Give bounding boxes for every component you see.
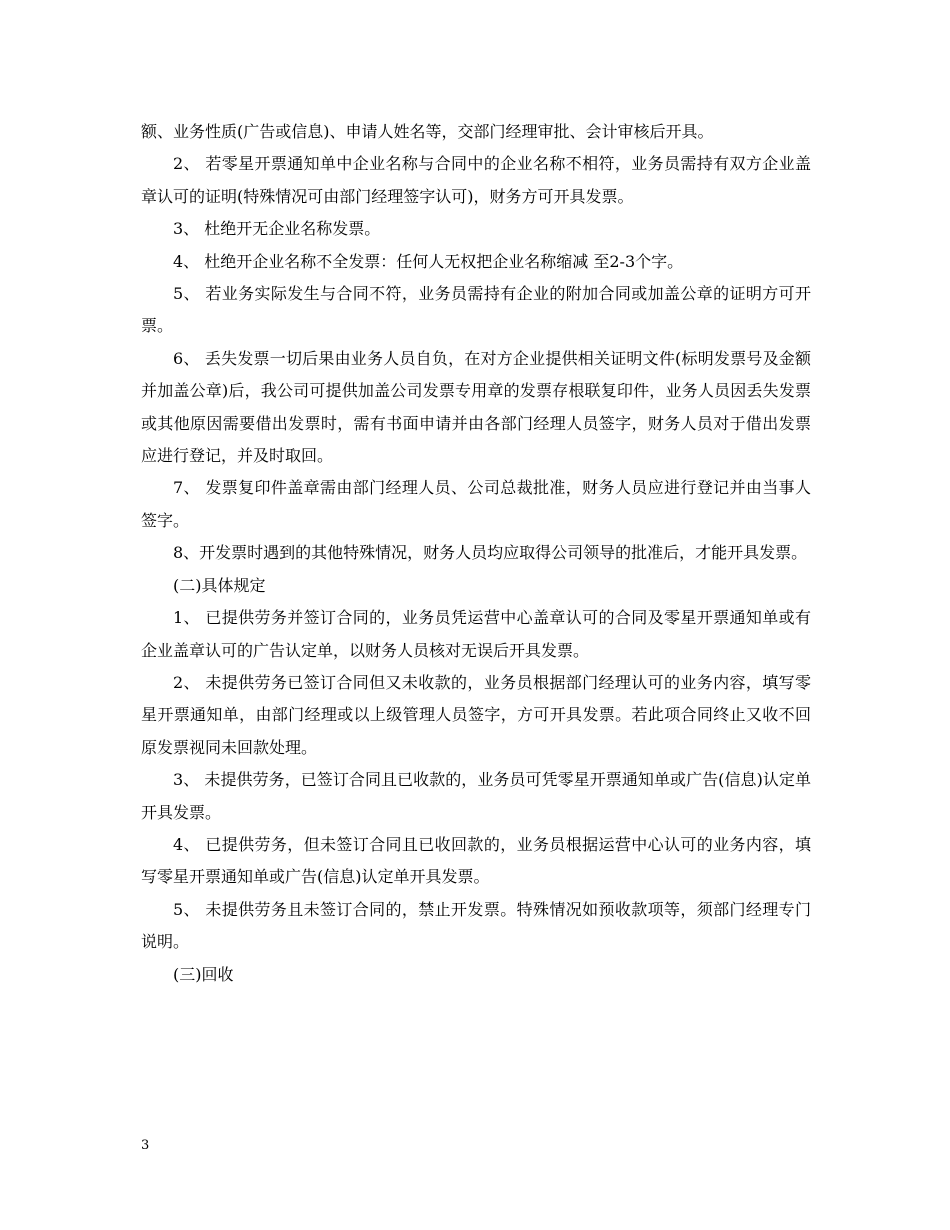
paragraph-1: 额、业务性质(广告或信息)、申请人姓名等，交部门经理审批、会计审核后开具。 xyxy=(141,122,714,141)
paragraph-4: 4、 杜绝开企业名称不全发票：任何人无权把企业名称缩减 至2-3个字。 xyxy=(173,251,684,271)
paragraph-5: 5、 若业务实际发生与合同不符，业务员需持有企业的附加合同或加盖公章的证明方可开票。 xyxy=(141,284,811,336)
document-body xyxy=(141,116,811,991)
paragraph-3: 3、 杜绝开无企业名称发票。 xyxy=(173,219,381,239)
paragraph-8: 8、开发票时遇到的其他特殊情况，财务人员均应取得公司领导的批准后，才能开具发票。 xyxy=(173,543,808,563)
paragraph-2: 2、 若零星开票通知单中企业名称与合同中的企业名称不相符，业务员需持有双方企业盖章认可的证明(特殊情况可由部门经理签字认可)，财务方可开具发票。 xyxy=(141,154,811,206)
page-number: 3 xyxy=(141,1138,150,1153)
paragraph-7: 7、 发票复印件盖章需由部门经理人员、公司总裁批准，财务人员应进行登记并由当事人签字。 xyxy=(141,478,811,530)
paragraph-12: 3、 未提供劳务，已签订合同且已收款的，业务员可凭零星开票通知单或广告(信息)认定单开具发票。 xyxy=(141,770,811,822)
paragraph-10: 1、 已提供劳务并签订合同的，业务员凭运营中心盖章认可的合同及零星开票通知单或有企业盖章认可的广告认定单，以财务人员核对无误后开具发票。 xyxy=(141,608,811,660)
paragraph-13: 4、 已提供劳务，但未签订合同且已收回款的，业务员根据运营中心认可的业务内容，填写零星开票通知单或广告(信息)认定单开具发票。 xyxy=(141,834,811,887)
section-heading-specific-rules: (二)具体规定 xyxy=(173,575,266,595)
section-heading-recovery: (三)回收 xyxy=(173,964,234,984)
paragraph-11: 2、 未提供劳务已签订合同但又未收款的，业务员根据部门经理认可的业务内容，填写零星开票通知单，由部门经理或以上级管理人员签字，方可开具发票。若此项合同终止又收不回原发票视同未回款处理。 xyxy=(141,672,811,757)
paragraph-14: 5、 未提供劳务且未签订合同的，禁止开发票。特殊情况如预收款项等，须部门经理专门说明。 xyxy=(141,899,811,952)
paragraph-6: 6、 丢失发票一切后果由业务人员自负，在对方企业提供相关证明文件(标明发票号及金额并加盖公章)后，我公司可提供加盖公司发票专用章的发票存根联复印件，业务人员因丢失发票或其他原因需要借出发票时，需有书面申请并由各部门经理人员签字，财务人员对于借出发票应进行登记，并及时取回。 xyxy=(141,348,811,466)
